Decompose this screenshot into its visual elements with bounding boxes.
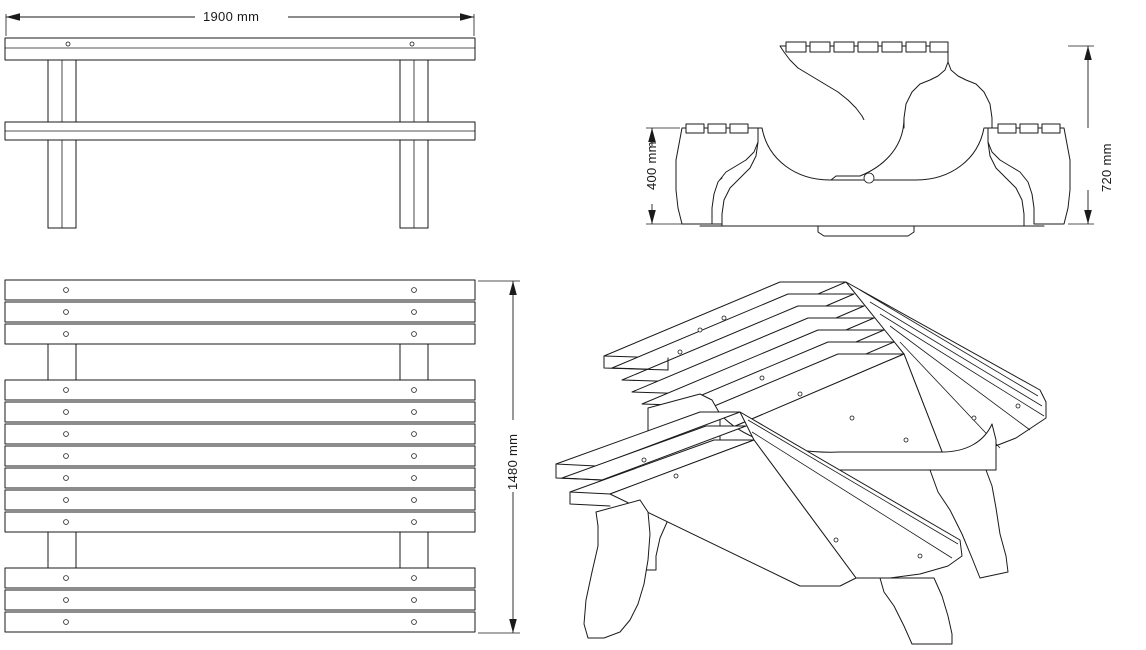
- dimension-label-table-height: 720 mm: [1099, 143, 1114, 192]
- front-elevation-view: [5, 13, 475, 228]
- dimension-label-seat-height: 400 mm: [644, 141, 659, 190]
- dimension-label-depth: 1480 mm: [505, 433, 520, 490]
- isometric-view: [556, 282, 1046, 644]
- side-elevation-view: [646, 42, 1094, 236]
- top-plan-view: [5, 280, 520, 633]
- dimension-label-length: 1900 mm: [203, 9, 260, 24]
